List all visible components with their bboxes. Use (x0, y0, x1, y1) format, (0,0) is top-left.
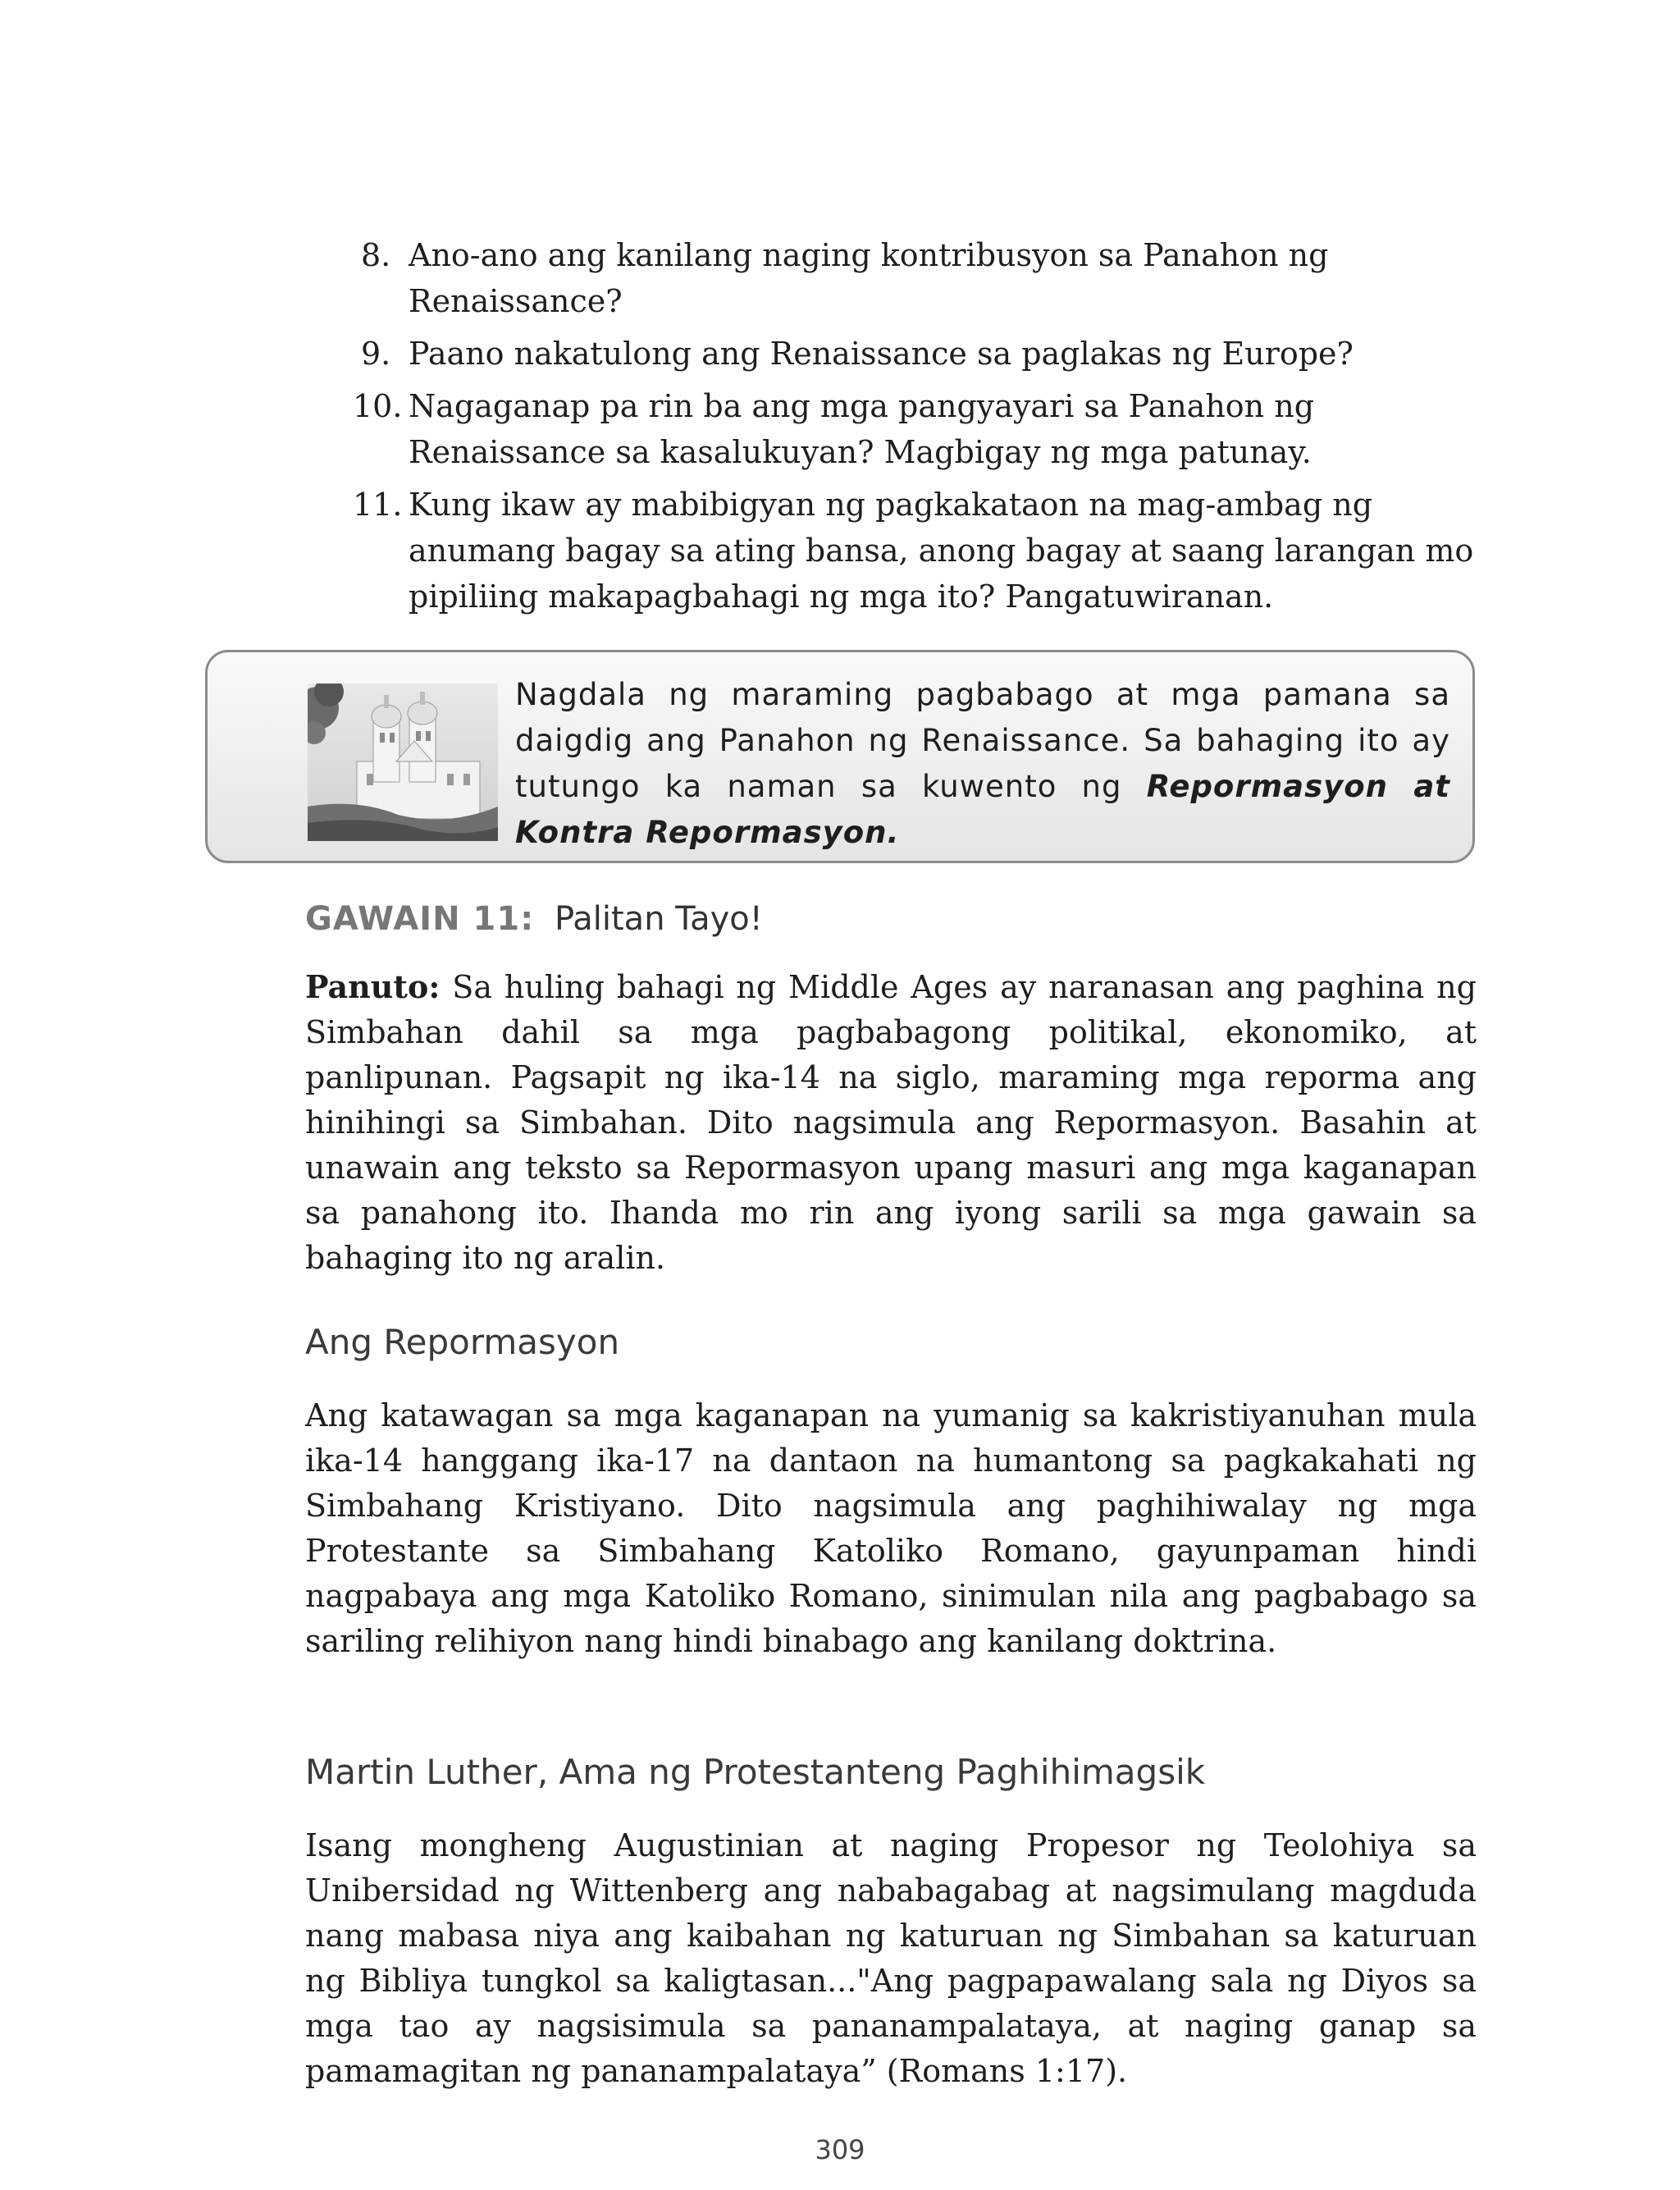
question-number: 8. (361, 237, 391, 273)
question-text: Paano nakatulong ang Renaissance sa paglakas ng Europe? (409, 336, 1354, 372)
activity-title: Palitan Tayo! (554, 900, 763, 938)
question-item-9 (353, 331, 1477, 377)
transition-callout-box (205, 650, 1475, 863)
question-text: Kung ikaw ay mabibigyan ng pagkakataon na mag-ambag ng anumang bagay sa ating bansa, anong bagay at saang larangan mo pipiliing makapagbahagi ng mga ito? Pangatuwiranan. (409, 487, 1474, 615)
callout-emphasis: Repormasyon at Kontra Repormasyon. (515, 769, 1450, 850)
question-number: 9. (361, 336, 391, 372)
activity-label: GAWAIN 11: (305, 900, 535, 938)
question-item-8 (353, 232, 1477, 324)
instructions-text: Sa huling bahagi ng Middle Ages ay naranasan ang paghina ng Simbahan dahil sa mga pagbabagong politikal, ekonomiko, at panlipunan. Pagsapit ng ika-14 na siglo, maraming mga reporma ang hinihingi sa Simbahan. Dito nagsimula ang Repormasyon. Basahin at unawain ang teksto sa Repormasyon upang masuri ang mga kaganapan sa panahong ito. Ihanda mo rin ang iyong sarili sa mga gawain sa bahaging ito ng aralin. (305, 969, 1477, 1276)
question-item-11 (353, 482, 1477, 620)
question-text: Nagaganap pa rin ba ang mga pangyayari sa Panahon ng Renaissance sa kasalukuyan? Magbigay ng mga patunay. (409, 388, 1315, 470)
section-heading-reformation: Ang Repormasyon (305, 1322, 620, 1362)
instructions-label: Panuto: (305, 968, 441, 1005)
question-item-10 (353, 383, 1477, 475)
section-body-reformation: Ang katawagan sa mga kaganapan na yumanig sa kakristiyanuhan mula ika-14 hanggang ika-17 na dantaon na humantong sa pagkakahati ng Simbahang Kristiyano. Dito nagsimula ang paghihiwalay ng mga Protestante sa Simbahang Katoliko Romano, gayunpaman hindi nagpabaya ang mga Katoliko Romano, sinimulan nila ang pagbabago sa sariling relihiyon nang hindi binabago ang kanilang doktrina. (305, 1397, 1477, 1659)
cathedral-illustration (308, 684, 498, 841)
callout-body: Nagdala ng maraming pagbabago at mga pamana sa daigdig ang Panahon ng Renaissance. Sa bahaging ito ay tutungo ka naman sa kuwento ng (515, 677, 1450, 804)
question-number: 11. (353, 487, 403, 523)
section-body-martin-luther: Isang mongheng Augustinian at naging Propesor ng Teolohiya sa Unibersidad ng Wittenberg ang nababagabag at nagsimulang magduda nang mabasa niya ang kaibahan ng katuruan ng Simbahan sa katuruan ng Bibliya tungkol sa kaligtasan..."Ang pagpapawalang sala ng Diyos sa mga tao ay nagsisimula sa pananampalataya, at naging ganap sa pamamagitan ng pananampalataya” (Romans 1:17). (305, 1827, 1477, 2089)
question-number: 10. (353, 388, 403, 424)
callout-text (515, 672, 1450, 856)
activity-heading (305, 894, 763, 944)
section-heading-martin-luther: Martin Luther, Ama ng Protestanteng Paghihimagsik (305, 1752, 1206, 1792)
question-list (353, 232, 1477, 626)
cathedral-photo (308, 684, 498, 841)
question-text: Ano-ano ang kanilang naging kontribusyon sa Panahon ng Renaissance? (409, 237, 1329, 319)
instructions-paragraph (305, 964, 1477, 1281)
page-number: 309 (815, 2134, 865, 2165)
